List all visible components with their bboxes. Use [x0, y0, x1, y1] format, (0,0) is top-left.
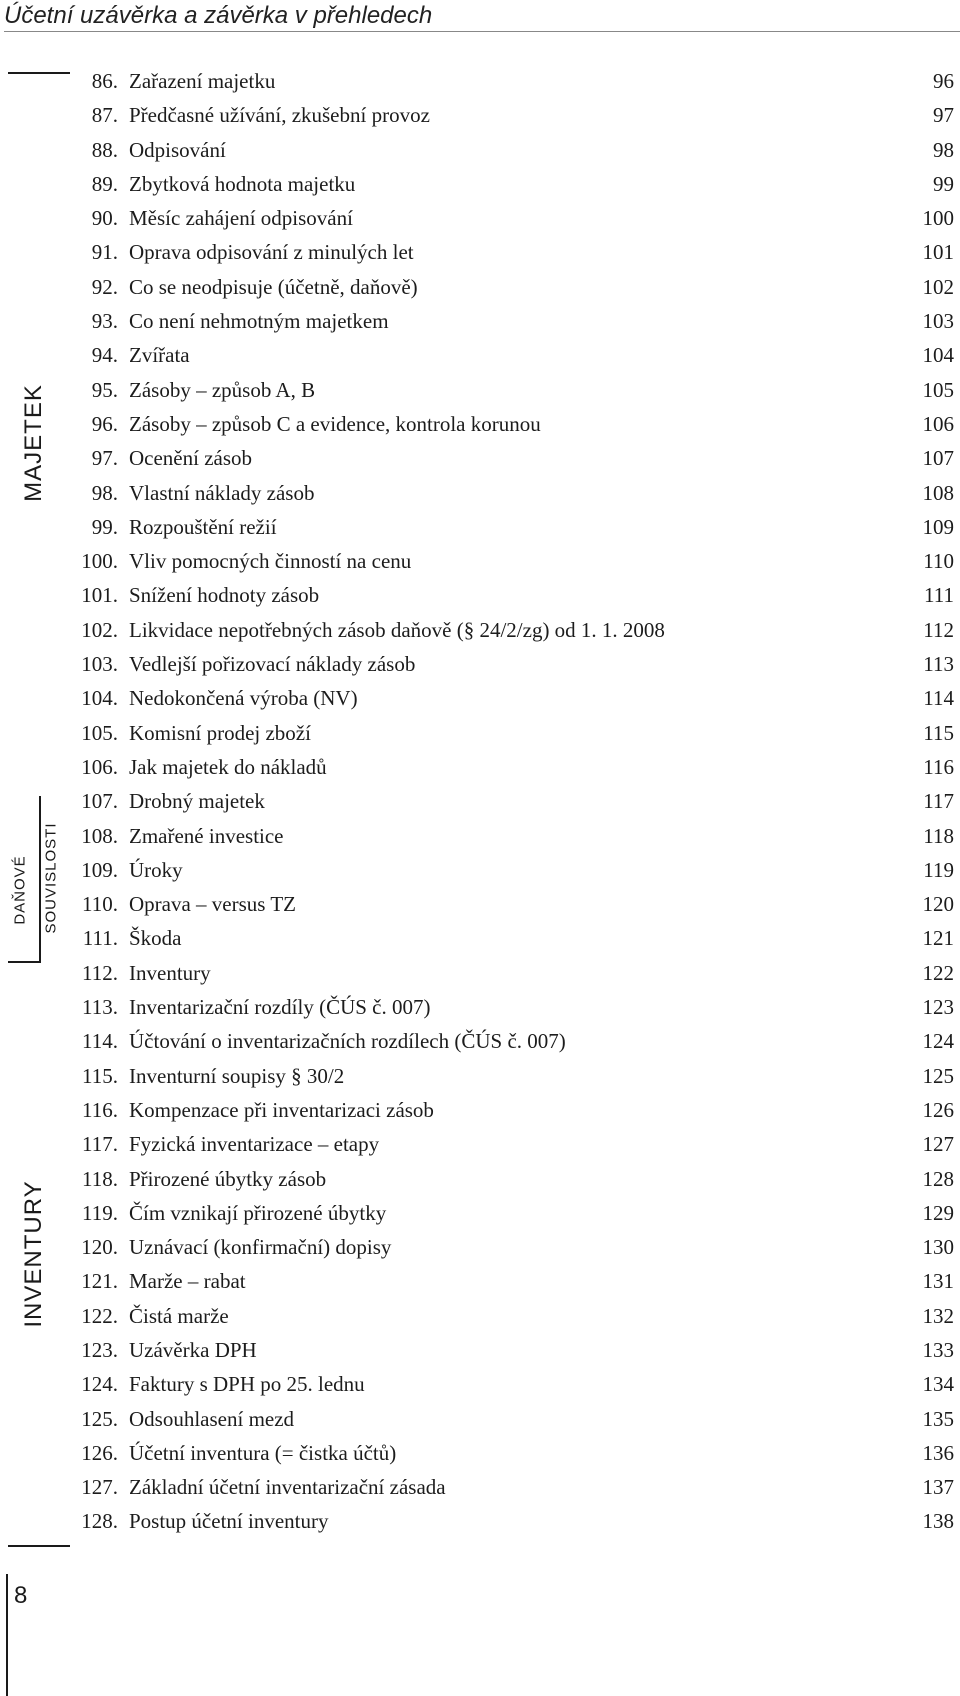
toc-entry-number: 125. — [81, 1406, 118, 1431]
toc-entry — [0, 1024, 960, 1058]
toc-entry-title: Likvidace nepotřebných zásob daňově (§ 24/2/zg) od 1. 1. 2008 — [129, 617, 665, 642]
toc-entry-title: Uzávěrka DPH — [129, 1337, 257, 1362]
toc-entry-page: 120 — [922, 892, 954, 917]
toc-entry-page: 114 — [923, 686, 954, 711]
toc-entry-title: Měsíc zahájení odpisování — [129, 206, 353, 231]
toc-entry — [0, 304, 960, 338]
toc-entry — [0, 887, 960, 921]
toc-entry-number: 93. — [91, 309, 118, 334]
toc-entry — [0, 1402, 960, 1436]
toc-entry-page: 101 — [922, 240, 954, 265]
toc-entry-number: 89. — [91, 171, 118, 196]
toc-entry-number: 126. — [81, 1440, 118, 1465]
toc-entry-page: 108 — [922, 480, 954, 505]
toc-entry-page: 129 — [922, 1200, 954, 1225]
toc-entry-title: Uznávací (konfirmační) dopisy — [129, 1235, 392, 1260]
toc-entry-title: Vlastní náklady zásob — [129, 480, 315, 505]
toc-entry — [0, 716, 960, 750]
toc-entry-number: 124. — [81, 1372, 118, 1397]
toc-entry-number: 108. — [81, 823, 118, 848]
toc-entry — [0, 750, 960, 784]
toc-entry-title: Faktury s DPH po 25. lednu — [129, 1372, 365, 1397]
toc-entry-title: Marže – rabat — [129, 1269, 246, 1294]
toc-entry-number: 96. — [91, 411, 118, 436]
toc-entry — [0, 1367, 960, 1401]
toc-entry — [0, 1504, 960, 1538]
toc-entry-number: 104. — [81, 686, 118, 711]
toc-entry — [0, 681, 960, 715]
toc-entry-page: 137 — [922, 1475, 954, 1500]
section-label-danove: DAŇOVÉ — [11, 855, 29, 925]
toc-entry — [0, 647, 960, 681]
toc-entry — [0, 784, 960, 818]
table-of-contents — [0, 64, 960, 1539]
toc-entry-page: 104 — [922, 343, 954, 368]
toc-entry-title: Předčasné užívání, zkušební provoz — [129, 103, 430, 128]
header-rule — [4, 31, 960, 32]
toc-entry-page: 109 — [922, 514, 954, 539]
toc-entry-page: 122 — [922, 960, 954, 985]
toc-entry-number: 121. — [81, 1269, 118, 1294]
toc-entry-page: 127 — [922, 1132, 954, 1157]
toc-entry-page: 119 — [923, 857, 954, 882]
toc-entry — [0, 407, 960, 441]
section-label-souvislosti: SOUVISLOSTI — [42, 822, 60, 934]
toc-entry-number: 111. — [82, 926, 118, 951]
toc-entry-number: 98. — [91, 480, 118, 505]
toc-entry-title: Zařazení majetku — [129, 69, 276, 93]
toc-entry-number: 128. — [81, 1509, 118, 1534]
toc-entry — [0, 98, 960, 132]
toc-entry — [0, 990, 960, 1024]
toc-entry — [0, 235, 960, 269]
toc-entry-number: 116. — [82, 1097, 118, 1122]
toc-entry-title: Úroky — [129, 857, 183, 882]
toc-entry-page: 117 — [923, 789, 954, 814]
toc-entry-page: 135 — [922, 1406, 954, 1431]
toc-entry-page: 130 — [922, 1235, 954, 1260]
toc-entry-page: 138 — [922, 1509, 954, 1534]
toc-entry — [0, 1162, 960, 1196]
toc-entry-number: 127. — [81, 1475, 118, 1500]
toc-entry-title: Zmařené investice — [129, 823, 284, 848]
toc-entry-title: Zbytková hodnota majetku — [129, 171, 356, 196]
toc-entry-number: 99. — [91, 514, 118, 539]
toc-entry-title: Účtování o inventarizačních rozdílech (ČÚS č. 007) — [129, 1029, 566, 1054]
toc-entry — [0, 544, 960, 578]
toc-entry-title: Čistá marže — [129, 1303, 229, 1328]
toc-entry-title: Základní účetní inventarizační zásada — [129, 1475, 446, 1500]
toc-entry-page: 121 — [922, 926, 954, 951]
toc-entry-number: 113. — [82, 995, 118, 1020]
toc-entry-page: 113 — [923, 652, 954, 677]
toc-entry-title: Komisní prodej zboží — [129, 720, 311, 745]
toc-entry-page: 133 — [922, 1337, 954, 1362]
toc-entry-number: 120. — [81, 1235, 118, 1260]
toc-entry-page: 96 — [933, 69, 954, 93]
toc-entry-number: 112. — [82, 960, 118, 985]
toc-entry — [0, 1230, 960, 1264]
toc-entry-page: 105 — [922, 377, 954, 402]
toc-entry — [0, 1264, 960, 1298]
toc-entry-number: 106. — [81, 754, 118, 779]
toc-entry-number: 91. — [91, 240, 118, 265]
page-number: 8 — [14, 1582, 28, 1609]
toc-entry-title: Vliv pomocných činností na cenu — [129, 549, 412, 574]
toc-entry-number: 114. — [82, 1029, 118, 1054]
toc-entry-number: 110. — [82, 892, 118, 917]
toc-entry-page: 123 — [922, 995, 954, 1020]
toc-entry-title: Inventarizační rozdíly (ČÚS č. 007) — [129, 995, 431, 1020]
toc-entry-page: 106 — [922, 411, 954, 436]
toc-entry-page: 100 — [922, 206, 954, 231]
toc-entry-page: 126 — [922, 1097, 954, 1122]
toc-entry-page: 98 — [933, 137, 954, 162]
toc-entry-title: Přirozené úbytky zásob — [129, 1166, 327, 1191]
toc-entry-number: 95. — [91, 377, 118, 402]
toc-entry — [0, 1333, 960, 1367]
toc-entry-title: Zásoby – způsob A, B — [129, 377, 316, 402]
toc-entry-page: 124 — [922, 1029, 954, 1054]
toc-entry-page: 134 — [922, 1372, 954, 1397]
toc-entry — [0, 1059, 960, 1093]
toc-entry-title: Jak majetek do nákladů — [129, 754, 327, 779]
toc-entry-title: Odpisování — [129, 137, 226, 162]
toc-entry-title: Co není nehmotným majetkem — [129, 309, 389, 334]
toc-entry — [0, 201, 960, 235]
toc-entry-title: Nedokončená výroba (NV) — [129, 686, 358, 711]
toc-entry-title: Postup účetní inventury — [129, 1509, 329, 1534]
toc-entry-page: 136 — [922, 1440, 954, 1465]
toc-entry-title: Oprava – versus TZ — [129, 892, 296, 917]
toc-entry-number: 101. — [81, 583, 118, 608]
toc-entry — [0, 1299, 960, 1333]
toc-entry — [0, 578, 960, 612]
toc-entry-number: 88. — [91, 137, 118, 162]
toc-entry-number: 118. — [82, 1166, 118, 1191]
section-rule-bottom — [8, 1545, 70, 1547]
toc-entry — [0, 921, 960, 955]
toc-entry — [0, 441, 960, 475]
toc-entry — [0, 338, 960, 372]
toc-entry — [0, 613, 960, 647]
toc-entry — [0, 853, 960, 887]
toc-entry-page: 128 — [922, 1166, 954, 1191]
toc-entry-number: 86. — [91, 69, 118, 93]
toc-entry-number: 94. — [91, 343, 118, 368]
toc-entry — [0, 1093, 960, 1127]
toc-entry-number: 123. — [81, 1337, 118, 1362]
toc-entry-page: 102 — [922, 274, 954, 299]
toc-entry — [0, 1470, 960, 1504]
toc-entry-page: 110 — [923, 549, 954, 574]
toc-entry-page: 116 — [923, 754, 954, 779]
toc-entry-number: 107. — [81, 789, 118, 814]
toc-entry-page: 103 — [922, 309, 954, 334]
toc-entry-page: 99 — [933, 171, 954, 196]
toc-entry — [0, 1436, 960, 1470]
toc-entry-title: Zvířata — [129, 343, 190, 368]
toc-entry — [0, 133, 960, 167]
toc-entry-number: 92. — [91, 274, 118, 299]
toc-entry-title: Odsouhlasení mezd — [129, 1406, 295, 1431]
toc-entry-title: Vedlejší pořizovací náklady zásob — [129, 652, 416, 677]
toc-entry-title: Snížení hodnoty zásob — [129, 583, 320, 608]
toc-entry-page: 132 — [922, 1303, 954, 1328]
toc-entry-page: 131 — [922, 1269, 954, 1294]
toc-entry-page: 118 — [923, 823, 954, 848]
toc-entry-title: Škoda — [129, 926, 182, 951]
toc-entry — [0, 956, 960, 990]
toc-entry-title: Čím vznikají přirozené úbytky — [129, 1200, 387, 1225]
toc-entry-title: Drobný majetek — [129, 789, 265, 814]
toc-entry-number: 117. — [82, 1132, 118, 1157]
toc-entry-number: 90. — [91, 206, 118, 231]
toc-entry-number: 105. — [81, 720, 118, 745]
toc-entry-page: 97 — [933, 103, 954, 128]
toc-entry-number: 87. — [91, 103, 118, 128]
toc-entry-page: 115 — [923, 720, 954, 745]
toc-entry-page: 107 — [922, 446, 954, 471]
toc-entry-title: Co se neodpisuje (účetně, daňově) — [129, 274, 418, 299]
footer-rule — [6, 1574, 8, 1696]
toc-entry — [0, 819, 960, 853]
toc-entry-page: 112 — [923, 617, 954, 642]
toc-entry — [0, 270, 960, 304]
toc-entry-number: 115. — [82, 1063, 118, 1088]
toc-entry-title: Rozpouštění režií — [129, 514, 277, 539]
toc-entry-title: Fyzická inventarizace – etapy — [129, 1132, 380, 1157]
toc-entry — [0, 476, 960, 510]
toc-entry-page: 125 — [922, 1063, 954, 1088]
page-title: Účetní uzávěrka a závěrka v přehledech — [4, 2, 433, 29]
toc-entry-title: Oprava odpisování z minulých let — [129, 240, 414, 265]
toc-entry — [0, 167, 960, 201]
toc-entry-number: 122. — [81, 1303, 118, 1328]
toc-entry-number: 97. — [91, 446, 118, 471]
toc-entry-title: Ocenění zásob — [129, 446, 253, 471]
toc-entry-title: Inventurní soupisy § 30/2 — [129, 1063, 345, 1088]
toc-entry-page: 111 — [924, 583, 954, 608]
toc-entry — [0, 64, 960, 98]
toc-entry — [0, 1127, 960, 1161]
toc-entry-number: 119. — [82, 1200, 118, 1225]
toc-entry-title: Kompenzace při inventarizaci zásob — [129, 1097, 434, 1122]
section-label-majetek: MAJETEK — [20, 384, 47, 502]
toc-entry — [0, 1196, 960, 1230]
toc-entry-number: 100. — [81, 549, 118, 574]
toc-entry-number: 109. — [81, 857, 118, 882]
toc-entry-title: Zásoby – způsob C a evidence, kontrola korunou — [129, 411, 541, 436]
toc-entry-title: Inventury — [129, 960, 211, 985]
toc-entry-title: Účetní inventura (= čistka účtů) — [129, 1440, 397, 1465]
toc-entry-number: 102. — [81, 617, 118, 642]
toc-entry — [0, 373, 960, 407]
section-label-inventury: INVENTURY — [20, 1180, 47, 1328]
toc-entry-number: 103. — [81, 652, 118, 677]
toc-entry — [0, 510, 960, 544]
